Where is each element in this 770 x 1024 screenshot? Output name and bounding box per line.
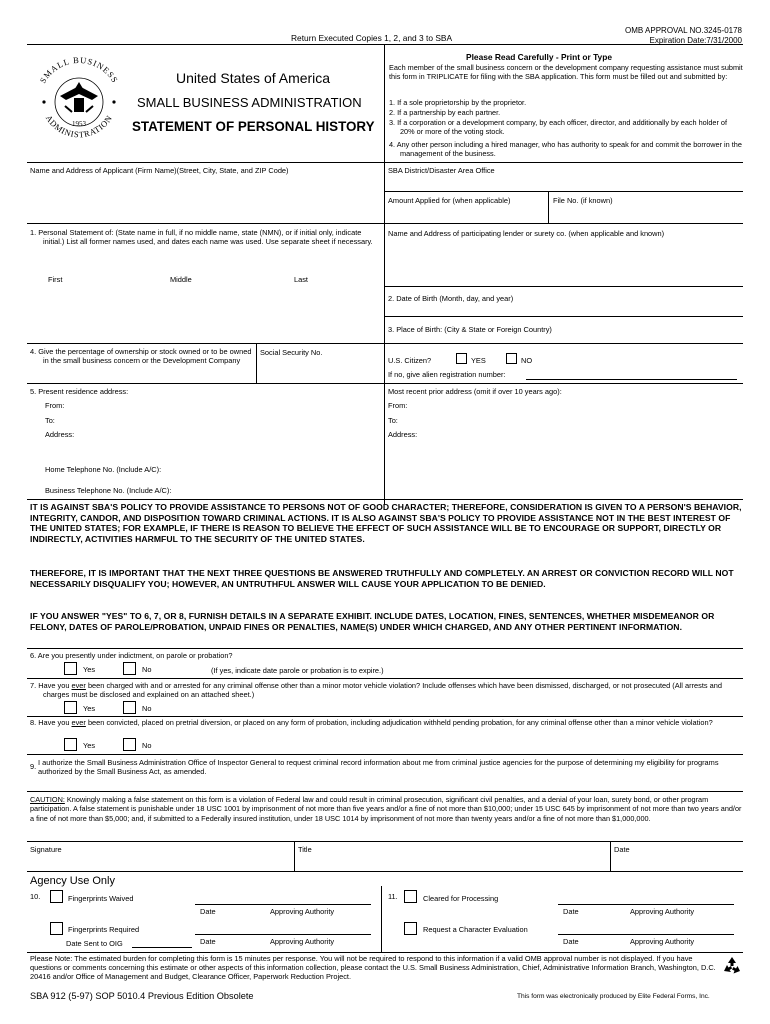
fingerprints-required-label: Fingerprints Required <box>68 925 140 934</box>
omb-approval-number: OMB APPROVAL NO.3245-0178 <box>625 26 742 35</box>
produced-by-note: This form was electronically produced by Elite Federal Forms, Inc. <box>517 993 710 1000</box>
home-phone-field[interactable] <box>180 462 380 474</box>
q6-indictment-label: 6. Are you presently under indictment, on parole or probation? <box>30 651 233 660</box>
date-sent-oig-label: Date Sent to OIG <box>66 939 123 948</box>
agency-name: United States of America <box>176 70 331 86</box>
waived-date-label: Date <box>200 907 216 916</box>
q8-yes-checkbox[interactable] <box>64 738 77 751</box>
evaluation-date-label: Date <box>563 937 579 946</box>
home-phone-label: Home Telephone No. (Include A/C): <box>45 465 162 474</box>
q9-number: 9. <box>30 762 37 771</box>
us-citizen-no-checkbox[interactable] <box>506 353 517 364</box>
prior-address-field[interactable] <box>430 398 740 456</box>
date-of-birth-field[interactable] <box>385 304 742 315</box>
q8-conviction-label: 8. Have you ever been convicted, placed on pretrial diversion, or placed on any form of probation, including adjudication withheld pending probation, for any criminal offense other than a minor vehicle violation? <box>30 718 713 727</box>
character-evaluation-label: Request a Character Evaluation <box>423 925 528 934</box>
file-number-label: File No. (if known) <box>553 196 613 205</box>
ssn-field[interactable] <box>258 360 382 382</box>
applicant-name-address-field[interactable] <box>28 178 382 222</box>
seal-bottom-text: ADMINISTRATION <box>43 113 115 140</box>
signature-label: Signature <box>30 845 62 854</box>
fingerprints-waived-label: Fingerprints Waived <box>68 894 134 903</box>
sba-seal-logo <box>30 56 128 148</box>
date-of-birth-label: 2. Date of Birth (Month, day, and year) <box>388 294 514 303</box>
cleared-for-processing-label: Cleared for Processing <box>423 894 499 903</box>
fingerprints-required-signature-line[interactable] <box>195 934 371 935</box>
required-date-label: Date <box>200 937 216 946</box>
amount-applied-label: Amount Applied for (when applicable) <box>388 196 511 205</box>
last-name-label: Last <box>294 275 308 284</box>
date-label: Date <box>614 845 630 854</box>
fingerprints-waived-signature-line[interactable] <box>195 904 371 905</box>
q6-no-checkbox[interactable] <box>123 662 136 675</box>
q8-no-label: No <box>142 741 152 750</box>
instructions-title: Please Read Carefully - Print or Type <box>466 52 612 62</box>
instruction-item-3: 3. If a corporation or a development company, by each officer, director, and additionally by each holder of 20% or more of the voting stock. <box>389 118 728 136</box>
q8-yes-label: Yes <box>83 741 96 750</box>
title-label: Title <box>298 845 312 854</box>
present-from-label: From: <box>45 401 65 410</box>
prior-address-label: Most recent prior address (omit if over 10 years ago): <box>388 387 562 396</box>
caution-statement: CAUTION: Knowingly making a false statement on this form is a violation of Federal law and could result in criminal prosecution, significant civil penalties, and a denial of your loan, surety bond, or other program participation. A false statement is punishable under 18 USC 1001 by imprisonment of not more than five years and/or a fine of not more than $10,000; under 15 USC 645 by imprisonment of not more than two years and/or a fine of not more than $5,000; and, if submitted to a Federally insured institution, under 18 USC 1014 by imprisonment of not more than twenty years and/or a fine of not more than $1,000,000. <box>30 795 742 823</box>
instruction-item-2: 2. If a partnership by each partner. <box>389 108 501 117</box>
fingerprints-required-checkbox[interactable] <box>50 922 63 935</box>
district-office-field[interactable] <box>385 176 742 190</box>
required-approving-authority-label: Approving Authority <box>270 937 335 946</box>
item-10-number: 10. <box>30 892 41 901</box>
first-name-label: First <box>48 275 63 284</box>
q7-no-label: No <box>142 704 152 713</box>
prior-to-label: To: <box>388 416 398 425</box>
present-residence-label: 5. Present residence address: <box>30 387 129 396</box>
agency-use-heading: Agency Use Only <box>30 875 115 887</box>
evaluation-approving-authority-label: Approving Authority <box>630 937 695 946</box>
cleared-approving-authority-label: Approving Authority <box>630 907 695 916</box>
waived-approving-authority-label: Approving Authority <box>270 907 335 916</box>
title-field[interactable] <box>296 855 608 869</box>
q7-yes-checkbox[interactable] <box>64 701 77 714</box>
present-address-label: Address: <box>45 430 75 439</box>
alien-registration-field[interactable] <box>526 379 737 380</box>
business-phone-label: Business Telephone No. (Include A/C): <box>45 486 172 495</box>
place-of-birth-label: 3. Place of Birth: (City & State or Foreign Country) <box>388 325 552 334</box>
q6-yes-label: Yes <box>83 665 96 674</box>
us-citizen-label: U.S. Citizen? <box>388 356 432 365</box>
seal-top-text: SMALL BUSINESS <box>37 56 121 85</box>
q7-arrest-label: 7. Have you ever been charged with and or arrested for any criminal offense other than a minor motor vehicle violation? Include offenses which have been dismissed, discharged, or not prosecuted (All arrests and charges must be disclosed and explained on an attached sheet.) <box>30 681 722 699</box>
return-copies-note: Return Executed Copies 1, 2, and 3 to SBA <box>291 33 453 43</box>
us-citizen-yes-label: YES <box>471 356 486 365</box>
cleared-date-label: Date <box>563 907 579 916</box>
q7-no-checkbox[interactable] <box>123 701 136 714</box>
instruction-item-4: 4. Any other person including a hired manager, who has authority to speak for and commit the borrower in the management of the business. <box>389 140 742 158</box>
lender-name-address-field[interactable] <box>385 240 742 285</box>
applicant-name-address-label: Name and Address of Applicant (Firm Name)(Street, City, State, and ZIP Code) <box>30 166 289 175</box>
seal-year: 1953 <box>72 120 86 128</box>
prior-from-label: From: <box>388 401 408 410</box>
q7-yes-label: Yes <box>83 704 96 713</box>
district-office-label: SBA District/Disaster Area Office <box>388 166 495 175</box>
signature-field[interactable] <box>28 855 293 869</box>
alien-registration-label: If no, give alien registration number: <box>388 370 506 379</box>
us-citizen-no-label: NO <box>521 356 533 365</box>
signature-date-field[interactable] <box>612 855 742 869</box>
q6-no-label: No <box>142 665 152 674</box>
ssn-label: Social Security No. <box>260 348 323 357</box>
item-11-number: 11. <box>388 892 398 901</box>
file-number-field[interactable] <box>549 206 742 222</box>
fingerprints-waived-checkbox[interactable] <box>50 890 63 903</box>
character-evaluation-signature-line[interactable] <box>558 934 734 935</box>
us-citizen-yes-checkbox[interactable] <box>456 353 467 364</box>
business-phone-field[interactable] <box>190 483 380 495</box>
q6-yes-checkbox[interactable] <box>64 662 77 675</box>
cleared-for-processing-checkbox[interactable] <box>404 890 417 903</box>
policy-paragraph-3: IF YOU ANSWER "YES" TO 6, 7, OR 8, FURNISH DETAILS IN A SEPARATE EXHIBIT. INCLUDE DATES, LOCATION, FINES, SENTENCES, WHETHER MISDEMEANOR OR FELONY, DATES OF PAROLE/PROBATION, UNPAID FINES OR PENALTIES, NAME(S) UNDER WHICH CHARGED, AND ANY OTHER PERTINENT INFORMATION. <box>30 611 715 632</box>
character-evaluation-checkbox[interactable] <box>404 922 417 935</box>
q9-authorization-label: I authorize the Small Business Administration Office of Inspector General to request criminal record information about me from criminal justice agencies for the purpose of determining my eligibility for programs authorized by the Small Business Act, as amended. <box>38 758 719 777</box>
q8-no-checkbox[interactable] <box>123 738 136 751</box>
form-identifier: SBA 912 (5-97) SOP 5010.4 Previous Edition Obsolete <box>30 991 254 1001</box>
q4-ownership-label: 4. Give the percentage of ownership or stock owned or to be owned in the small business concern or the Development Company <box>30 347 252 366</box>
expiration-date: Expiration Date:7/31/2000 <box>649 36 742 45</box>
place-of-birth-field[interactable] <box>385 334 742 342</box>
middle-name-label: Middle <box>170 275 192 284</box>
instruction-item-1: 1. If a sole proprietorship by the proprietor. <box>389 98 527 107</box>
policy-paragraph-2: THEREFORE, IT IS IMPORTANT THAT THE NEXT THREE QUESTIONS BE ANSWERED TRUTHFULLY AND COMPLETELY. AN ARREST OR CONVICTION RECORD WILL NOT NECESSARILY DISQUALIFY YOU; HOWEVER, AN UNTRUTHFUL ANSWER WILL CAUSE YOUR APPLICATION TO BE DENIED. <box>30 568 734 589</box>
cleared-signature-line[interactable] <box>558 904 734 905</box>
present-residence-field[interactable] <box>90 398 380 456</box>
policy-paragraph-1: IT IS AGAINST SBA'S POLICY TO PROVIDE ASSISTANCE TO PERSONS NOT OF GOOD CHARACTER; THEREFORE, CONSIDERATION IS GIVEN TO A PERSON'S BEHAVIOR, INTEGRITY, CANDOR, AND DISPOSITION TOWARD CRIMINAL ACTIONS. IT IS ALSO AGAINST SBA'S POLICY TO PROVIDE ASSISTANCE NOT IN THE BEST INTEREST OF THE UNITED STATES; FOR EXAMPLE, IF THERE IS REASON TO BELIEVE THE EFFECT OF SUCH ASSISTANCE WILL BE TO ENCOURAGE OR SUPPORT, DIRECTLY OR INDIRECTLY, ACTIVITIES HARMFUL TO THE SECURITY OF THE UNITED STATES. <box>30 502 742 544</box>
q1-personal-statement-label: 1. Personal Statement of: (State name in full, if no middle name, state (NMN), or if initial only, indicate initial.) List all former names used, and dates each name was used. Use separate sheet if necessary. <box>30 228 373 247</box>
administration-name: SMALL BUSINESS ADMINISTRATION <box>137 95 362 110</box>
date-sent-oig-field[interactable] <box>132 947 192 948</box>
q6-expire-note: (If yes, indicate date parole or probation is to expire.) <box>211 666 384 675</box>
recycle-icon <box>721 955 743 977</box>
prior-address-line-label: Address: <box>388 430 418 439</box>
present-to-label: To: <box>45 416 55 425</box>
burden-note: Please Note: The estimated burden for completing this form is 15 minutes per response. You will not be required to respond to this information if a valid OMB approval number is not displayed. If you have questions or comments concerning this estimate or other aspects of this information collection, please contact the U.S. Small Business Administration, Chief, Administrative Information Branch, Washington, D.C. 20416 and/or Office of Management and Budget, Clearance Officer, Paperwork Reduction Project. <box>30 954 716 981</box>
form-title: STATEMENT OF PERSONAL HISTORY <box>132 119 375 134</box>
amount-applied-field[interactable] <box>385 206 547 222</box>
instructions-intro: Each member of the small business concern or the development company requesting assistance must submit this form in TRIPLICATE for filing with the SBA application. This form must be filled out and submitted by: <box>389 63 743 81</box>
lender-name-address-label: Name and Address of participating lender or surety co. (when applicable and known) <box>388 229 665 238</box>
personal-name-field[interactable] <box>28 286 382 342</box>
